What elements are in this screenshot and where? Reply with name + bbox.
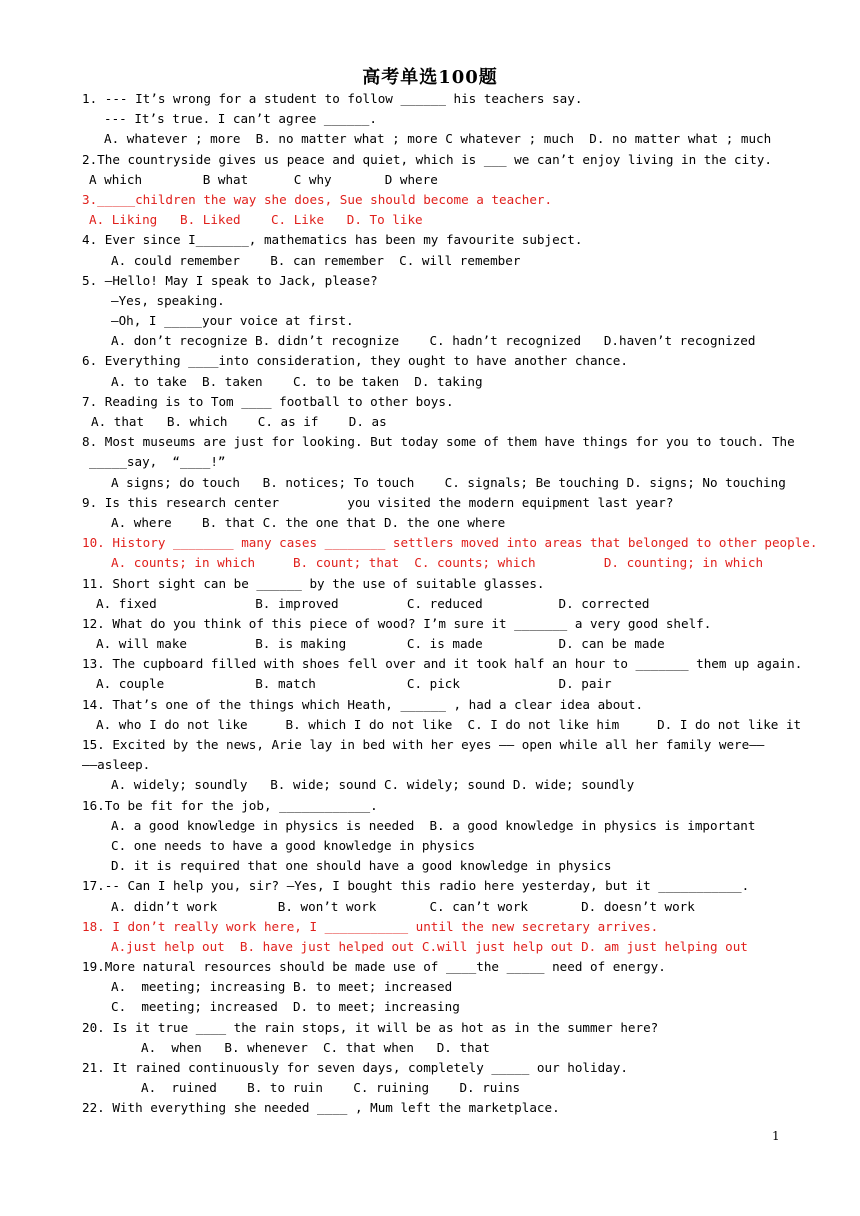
text-line: 8. Most museums are just for looking. But today some of them have things for you to touch. The (82, 434, 795, 450)
text-line: A. didn’t work B. won’t work C. can’t work D. doesn’t work (111, 898, 695, 914)
text-line: 16.To be fit for the job, ____________. (82, 797, 378, 813)
text-line: —Yes, speaking. (111, 292, 225, 308)
text-line: 20. Is it true ____ the rain stops, it will be as hot as in the summer here? (82, 1019, 659, 1035)
question-list (0, 89, 860, 1119)
text-line: 19.More natural resources should be made use of ____the _____ need of energy. (82, 959, 666, 975)
text-line: 1. --- It’s wrong for a student to follow ______ his teachers say. (82, 91, 583, 106)
text-line: 2.The countryside gives us peace and quiet, which is ___ we can’t enjoy living in the city. (82, 151, 772, 167)
text-line: A. that B. which C. as if D. as (91, 414, 387, 429)
text-line: A. when B. whenever C. that when D. that (141, 1039, 490, 1055)
text-line: A.just help out B. have just helped out C.will just help out D. am just helping out (111, 938, 748, 954)
text-line: D. it is required that one should have a good knowledge in physics (111, 858, 612, 874)
text-line: 14. That’s one of the things which Heath, ______ , had a clear idea about. (82, 696, 644, 712)
text-line: A. a good knowledge in physics is needed B. a good knowledge in physics is important (111, 817, 756, 833)
text-line: 3._____children the way she does, Sue should become a teacher. (82, 191, 553, 207)
text-line: ——asleep. (82, 757, 151, 773)
text-line: 12. What do you think of this piece of wood? I’m sure it _______ a very good shelf. (82, 615, 712, 631)
text-line: 4. Ever since I_______, mathematics has been my favourite subject. (82, 232, 583, 248)
text-line: 6. Everything ____into consideration, they ought to have another chance. (82, 353, 628, 369)
text-line: A. could remember B. can remember C. will remember (111, 252, 521, 268)
text-line: --- It’s true. I can’t agree ______. (104, 111, 377, 127)
text-line: 13. The cupboard filled with shoes fell over and it took half an hour to _______ them up again. (82, 656, 803, 672)
text-line: 10. History ________ many cases ________ settlers moved into areas that belonged to other people. (82, 535, 818, 551)
text-line: 18. I don’t really work here, I ___________ until the new secretary arrives. (82, 918, 659, 934)
text-line: 5. —Hello! May I speak to Jack, please? (82, 272, 378, 288)
text-line: C. one needs to have a good knowledge in physics (111, 837, 475, 853)
text-line: 11. Short sight can be ______ by the use of suitable glasses. (82, 575, 545, 591)
text-line: A. couple B. match C. pick D. pair (96, 676, 612, 692)
text-line: A. fixed B. improved C. reduced D. corrected (96, 595, 650, 611)
text-line: A signs; do touch B. notices; To touch C. signals; Be touching D. signs; No touching (111, 474, 786, 490)
text-line: A. don’t recognize B. didn’t recognize C. hadn’t recognized D.haven’t recognized (111, 333, 756, 349)
text-line: A. will make B. is making C. is made D. can be made (96, 636, 665, 652)
text-line: C. meeting; increased D. to meet; increasing (111, 999, 460, 1015)
text-line: A. ruined B. to ruin C. ruining D. ruins (141, 1080, 521, 1096)
text-line: 7. Reading is to Tom ____ football to other boys. (82, 393, 454, 409)
document-title: 高考单选100题 (362, 67, 498, 88)
text-line: A. meeting; increasing B. to meet; increased (111, 979, 453, 995)
text-line: A. whatever ; more B. no matter what ; more C whatever ; much D. no matter what ; much (104, 131, 772, 147)
text-line: 15. Excited by the news, Arie lay in bed with her eyes —— open while all her family were—— (82, 737, 765, 752)
page-number: 1 (772, 1129, 780, 1143)
text-line: A. who I do not like B. which I do not like C. I do not like him D. I do not like it (96, 716, 802, 732)
text-line: 17.-- Can I help you, sir? —Yes, I bought this radio here yesterday, but it ___________. (82, 878, 750, 894)
text-line: A. Liking B. Liked C. Like D. To like (89, 212, 423, 228)
text-line: _____say, “____!” (89, 454, 226, 470)
text-line: A. widely; soundly B. wide; sound C. widely; sound D. wide; soundly (111, 777, 635, 793)
text-line: A. to take B. taken C. to be taken D. taking (111, 373, 483, 389)
text-line: 21. It rained continuously for seven days, completely _____ our holiday. (82, 1060, 628, 1075)
text-line: A. where B. that C. the one that D. the one where (111, 514, 506, 530)
text-line: —Oh, I _____your voice at first. (111, 313, 354, 329)
text-line: A which B what C why D where (89, 171, 438, 187)
text-line: 9. Is this research center you visited the modern equipment last year? (82, 494, 674, 510)
text-line: A. counts; in which B. count; that C. counts; which D. counting; in which (111, 555, 764, 571)
text-line: 22. With everything she needed ____ , Mum left the marketplace. (82, 1100, 560, 1116)
